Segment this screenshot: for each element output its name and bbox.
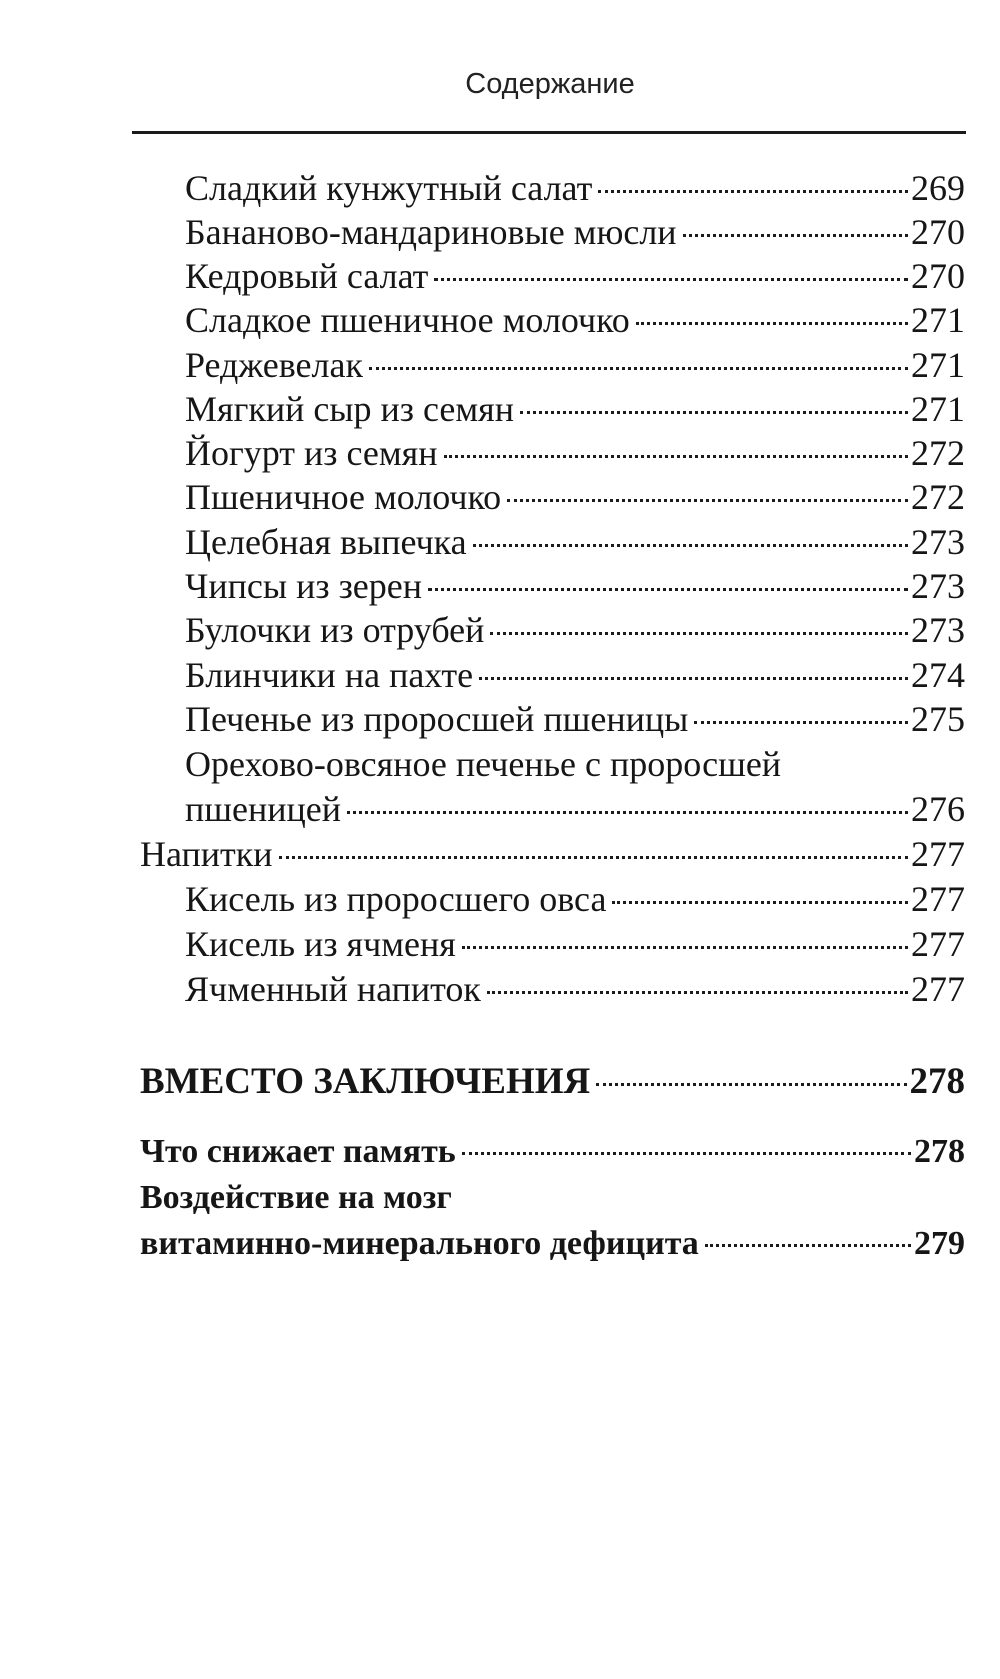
dot-leader (434, 277, 908, 281)
dot-leader (598, 189, 908, 193)
toc-entry[interactable] (185, 166, 965, 210)
dot-leader (428, 587, 908, 591)
dot-leader (369, 366, 908, 370)
toc-entry-page: 270 (911, 256, 965, 296)
toc-entry-label: Что снижает память (140, 1133, 456, 1170)
toc-entry-label-line1[interactable]: Воздействие на мозг (140, 1179, 452, 1216)
toc-entry[interactable] (185, 343, 965, 387)
toc-entry[interactable] (185, 387, 965, 431)
toc-entry-page: 273 (911, 610, 965, 650)
toc-entry-label-line1[interactable]: Орехово-овсяное печенье с проросшей (185, 744, 782, 784)
toc-entry-label: Пшеничное молочко (185, 477, 502, 517)
toc-entry[interactable] (185, 967, 965, 1011)
toc-entry[interactable] (185, 298, 965, 342)
dot-leader (462, 945, 908, 949)
toc-entry-label: Кедровый салат (185, 256, 429, 296)
toc-section[interactable] (140, 832, 965, 876)
toc-entry-label: Кисель из проросшего овса (185, 879, 607, 919)
toc-entry-page: 271 (911, 345, 965, 385)
toc-entry-label: Сладкий кунжутный салат (185, 168, 593, 208)
dot-leader (612, 900, 908, 904)
toc-entry-label: Ячменный напиток (185, 969, 481, 1009)
dot-leader (347, 810, 908, 814)
toc-entry-page: 277 (911, 879, 965, 919)
toc-entry[interactable] (185, 475, 965, 519)
dot-leader (507, 498, 908, 502)
toc-chapter[interactable] (140, 1060, 965, 1104)
toc-entry[interactable] (185, 787, 965, 831)
toc-entry[interactable] (185, 697, 965, 741)
toc-entry-page: 278 (914, 1133, 965, 1170)
toc-entry-label: Реджевелак (185, 345, 363, 385)
toc-entry-label: Печенье из проросшей пшеницы (185, 699, 689, 739)
toc-entry-page: 277 (911, 969, 965, 1009)
dot-leader (462, 1151, 911, 1155)
toc-entry[interactable] (185, 520, 965, 564)
toc-entry[interactable] (185, 210, 965, 254)
toc-section-label: Напитки (140, 834, 273, 874)
toc-entry-page: 273 (911, 566, 965, 606)
dot-leader (694, 720, 908, 724)
toc-entry-label: Чипсы из зерен (185, 566, 423, 606)
toc-entry-label: Мягкий сыр из семян (185, 389, 515, 429)
dot-leader (487, 990, 908, 994)
toc-entry-label: пшеницей (185, 789, 342, 829)
toc-entry-label: Кисель из ячменя (185, 924, 456, 964)
running-header-title: Содержание (465, 68, 635, 100)
toc-entry-page: 275 (911, 699, 965, 739)
toc-entry[interactable] (185, 564, 965, 608)
toc-entry-page: 271 (911, 389, 965, 429)
toc-chapter-page: 278 (909, 1061, 965, 1102)
toc-entry[interactable] (185, 653, 965, 697)
toc-section-page: 277 (911, 834, 965, 874)
dot-leader (520, 410, 908, 414)
toc-entry-page: 277 (911, 924, 965, 964)
toc-chapter-label: ВМЕСТО ЗАКЛЮЧЕНИЯ (140, 1061, 591, 1102)
dot-leader (683, 233, 908, 237)
toc-entry-label: Сладкое пшеничное молочко (185, 300, 630, 340)
toc-entry-page: 276 (911, 789, 965, 829)
dot-leader (490, 631, 908, 635)
toc-entry-page: 269 (911, 168, 965, 208)
dot-leader (705, 1243, 911, 1247)
toc-entry[interactable] (140, 1130, 965, 1174)
toc-entry-label: Йогурт из семян (185, 433, 438, 473)
toc-entry-label: Блинчики на пахте (185, 655, 474, 695)
toc-entry[interactable] (185, 431, 965, 475)
dot-leader (473, 543, 908, 547)
toc-entry[interactable] (185, 877, 965, 921)
toc-entry-page: 271 (911, 300, 965, 340)
toc-entry-page: 270 (911, 212, 965, 252)
dot-leader (479, 676, 908, 680)
toc-entry-label: Бананово-мандариновые мюсли (185, 212, 677, 252)
toc-entry-page: 273 (911, 522, 965, 562)
toc-entry-page: 274 (911, 655, 965, 695)
toc-entry[interactable] (185, 254, 965, 298)
toc-entry-page: 279 (914, 1225, 965, 1262)
toc-entry[interactable] (140, 1222, 965, 1266)
toc-entry-label: Целебная выпечка (185, 522, 467, 562)
toc-entry-page: 272 (911, 477, 965, 517)
dot-leader (279, 855, 908, 859)
toc-entry-page: 272 (911, 433, 965, 473)
toc-entry[interactable] (185, 608, 965, 652)
dot-leader (596, 1082, 906, 1086)
dot-leader (444, 454, 908, 458)
toc-entry[interactable] (185, 922, 965, 966)
toc-entry-label: витаминно-минерального дефицита (140, 1225, 699, 1262)
toc-entry-label: Булочки из отрубей (185, 610, 485, 650)
dot-leader (636, 321, 908, 325)
